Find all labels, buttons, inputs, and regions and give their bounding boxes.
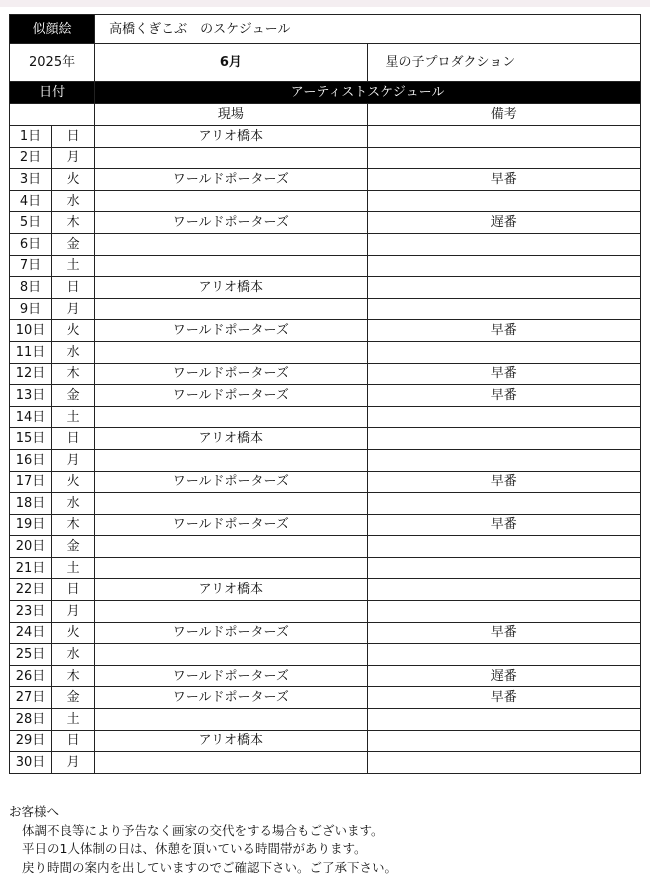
schedule-row — [10, 514, 641, 536]
note-cell — [367, 644, 640, 666]
weekday-cell: 日 — [52, 730, 95, 752]
weekday-cell: 水 — [52, 493, 95, 515]
note-cell — [367, 341, 640, 363]
site-cell: ワールドポーターズ — [95, 320, 367, 342]
day-cell: 27日 — [10, 687, 52, 709]
day-cell: 24日 — [10, 622, 52, 644]
note-cell — [367, 493, 640, 515]
note-cell — [367, 449, 640, 471]
note-cell — [367, 277, 640, 299]
weekday-cell: 土 — [52, 406, 95, 428]
day-cell: 6日 — [10, 233, 52, 255]
weekday-cell: 木 — [52, 212, 95, 234]
note-cell — [367, 428, 640, 450]
site-cell — [95, 341, 367, 363]
site-cell — [95, 644, 367, 666]
weekday-cell: 金 — [52, 233, 95, 255]
day-cell: 26日 — [10, 665, 52, 687]
schedule-row — [10, 687, 641, 709]
schedule-row — [10, 406, 641, 428]
weekday-cell: 火 — [52, 471, 95, 493]
notice-greeting: お客様へ — [9, 804, 60, 819]
day-cell: 25日 — [10, 644, 52, 666]
day-cell: 23日 — [10, 601, 52, 623]
day-cell: 13日 — [10, 385, 52, 407]
note-cell: 遅番 — [367, 212, 640, 234]
weekday-cell: 月 — [52, 298, 95, 320]
schedule-row — [10, 341, 641, 363]
site-cell — [95, 233, 367, 255]
site-cell: ワールドポーターズ — [95, 687, 367, 709]
note-cell — [367, 709, 640, 731]
notes-column-header: 備考 — [367, 104, 640, 126]
site-cell — [95, 536, 367, 558]
note-cell — [367, 730, 640, 752]
note-cell — [367, 406, 640, 428]
note-cell: 早番 — [367, 471, 640, 493]
day-cell: 3日 — [10, 169, 52, 191]
weekday-cell: 水 — [52, 341, 95, 363]
note-cell — [367, 601, 640, 623]
note-cell — [367, 579, 640, 601]
note-cell: 早番 — [367, 363, 640, 385]
note-cell: 早番 — [367, 514, 640, 536]
schedule-row — [10, 298, 641, 320]
weekday-cell: 日 — [52, 579, 95, 601]
schedule-section-header: アーティストスケジュール — [95, 82, 641, 104]
schedule-row — [10, 277, 641, 299]
site-cell — [95, 255, 367, 277]
weekday-cell: 金 — [52, 687, 95, 709]
site-cell — [95, 406, 367, 428]
header-row-period — [10, 44, 641, 82]
day-cell: 29日 — [10, 730, 52, 752]
note-cell — [367, 536, 640, 558]
site-cell: ワールドポーターズ — [95, 385, 367, 407]
weekday-cell: 木 — [52, 363, 95, 385]
note-cell: 早番 — [367, 169, 640, 191]
site-cell: ワールドポーターズ — [95, 363, 367, 385]
day-cell: 10日 — [10, 320, 52, 342]
site-cell — [95, 298, 367, 320]
site-cell: ワールドポーターズ — [95, 665, 367, 687]
schedule-row — [10, 622, 641, 644]
note-cell — [367, 233, 640, 255]
day-cell: 7日 — [10, 255, 52, 277]
weekday-cell: 金 — [52, 536, 95, 558]
site-cell: ワールドポーターズ — [95, 622, 367, 644]
site-cell: アリオ橋本 — [95, 730, 367, 752]
schedule-row — [10, 428, 641, 450]
site-cell — [95, 601, 367, 623]
day-cell: 30日 — [10, 752, 52, 774]
customer-notice — [9, 803, 641, 877]
schedule-row — [10, 190, 641, 212]
day-cell: 4日 — [10, 190, 52, 212]
schedule-row — [10, 385, 641, 407]
weekday-cell: 日 — [52, 126, 95, 148]
site-cell — [95, 449, 367, 471]
schedule-row — [10, 363, 641, 385]
weekday-cell: 土 — [52, 557, 95, 579]
day-cell: 17日 — [10, 471, 52, 493]
day-cell: 14日 — [10, 406, 52, 428]
day-cell: 22日 — [10, 579, 52, 601]
day-cell: 19日 — [10, 514, 52, 536]
weekday-cell: 木 — [52, 514, 95, 536]
note-cell: 早番 — [367, 687, 640, 709]
note-cell: 遅番 — [367, 665, 640, 687]
weekday-cell: 火 — [52, 169, 95, 191]
notice-line: 平日の1人体制の日は、休憩を頂いている時間帯があります。 — [22, 841, 367, 856]
site-column-header: 現場 — [95, 104, 367, 126]
site-cell: ワールドポーターズ — [95, 212, 367, 234]
schedule-title: 高橋くぎこぶ のスケジュール — [95, 15, 641, 44]
notice-line: 体調不良等により予告なく画家の交代をする場合もございます。 — [22, 822, 384, 838]
weekday-cell: 土 — [52, 255, 95, 277]
weekday-cell: 日 — [52, 428, 95, 450]
schedule-row — [10, 557, 641, 579]
brand-label: 似顔絵 — [10, 15, 95, 44]
note-cell — [367, 147, 640, 169]
schedule-row — [10, 665, 641, 687]
site-cell: アリオ橋本 — [95, 277, 367, 299]
schedule-row — [10, 471, 641, 493]
company-name: 星の子プロダクション — [367, 44, 640, 82]
schedule-row — [10, 169, 641, 191]
top-band — [0, 0, 650, 7]
note-cell — [367, 298, 640, 320]
day-cell: 11日 — [10, 341, 52, 363]
schedule-row — [10, 579, 641, 601]
weekday-cell: 月 — [52, 449, 95, 471]
site-cell: ワールドポーターズ — [95, 169, 367, 191]
site-cell — [95, 752, 367, 774]
day-cell: 20日 — [10, 536, 52, 558]
header-row-section — [10, 82, 641, 104]
weekday-cell: 土 — [52, 709, 95, 731]
day-cell: 16日 — [10, 449, 52, 471]
schedule-row — [10, 320, 641, 342]
schedule-row — [10, 730, 641, 752]
schedule-row — [10, 126, 641, 148]
weekday-cell: 火 — [52, 320, 95, 342]
schedule-row — [10, 536, 641, 558]
weekday-cell: 月 — [52, 752, 95, 774]
note-cell — [367, 557, 640, 579]
header-row-columns — [10, 104, 641, 126]
schedule-row — [10, 644, 641, 666]
note-cell: 早番 — [367, 622, 640, 644]
weekday-cell: 月 — [52, 147, 95, 169]
date-column-header: 日付 — [10, 82, 95, 104]
site-cell: アリオ橋本 — [95, 428, 367, 450]
day-cell: 9日 — [10, 298, 52, 320]
schedule-row — [10, 752, 641, 774]
day-cell: 8日 — [10, 277, 52, 299]
weekday-cell: 水 — [52, 190, 95, 212]
schedule-row — [10, 255, 641, 277]
note-cell — [367, 190, 640, 212]
schedule-row — [10, 601, 641, 623]
schedule-row — [10, 212, 641, 234]
site-cell: ワールドポーターズ — [95, 514, 367, 536]
year-label: 2025年 — [10, 44, 95, 82]
day-cell: 18日 — [10, 493, 52, 515]
note-cell — [367, 752, 640, 774]
site-cell: アリオ橋本 — [95, 579, 367, 601]
weekday-cell: 火 — [52, 622, 95, 644]
site-cell — [95, 709, 367, 731]
header-row-title — [10, 15, 641, 44]
day-cell: 15日 — [10, 428, 52, 450]
blank-header-cell — [10, 104, 95, 126]
site-cell — [95, 493, 367, 515]
schedule-row — [10, 449, 641, 471]
day-cell: 28日 — [10, 709, 52, 731]
schedule-row — [10, 709, 641, 731]
notice-line: 戻り時間の案内を出していますのでご確認下さい。ご了承下さい。 — [22, 859, 398, 875]
site-cell — [95, 557, 367, 579]
note-cell: 早番 — [367, 320, 640, 342]
weekday-cell: 木 — [52, 665, 95, 687]
day-cell: 1日 — [10, 126, 52, 148]
site-cell: ワールドポーターズ — [95, 471, 367, 493]
note-cell: 早番 — [367, 385, 640, 407]
schedule-row — [10, 493, 641, 515]
month-label: 6月 — [95, 44, 367, 82]
note-cell — [367, 255, 640, 277]
day-cell: 2日 — [10, 147, 52, 169]
weekday-cell: 月 — [52, 601, 95, 623]
site-cell — [95, 147, 367, 169]
day-cell: 21日 — [10, 557, 52, 579]
day-cell: 5日 — [10, 212, 52, 234]
weekday-cell: 金 — [52, 385, 95, 407]
day-cell: 12日 — [10, 363, 52, 385]
schedule-row — [10, 233, 641, 255]
weekday-cell: 日 — [52, 277, 95, 299]
schedule-table — [9, 14, 641, 774]
schedule-row — [10, 147, 641, 169]
note-cell — [367, 126, 640, 148]
site-cell: アリオ橋本 — [95, 126, 367, 148]
site-cell — [95, 190, 367, 212]
weekday-cell: 水 — [52, 644, 95, 666]
